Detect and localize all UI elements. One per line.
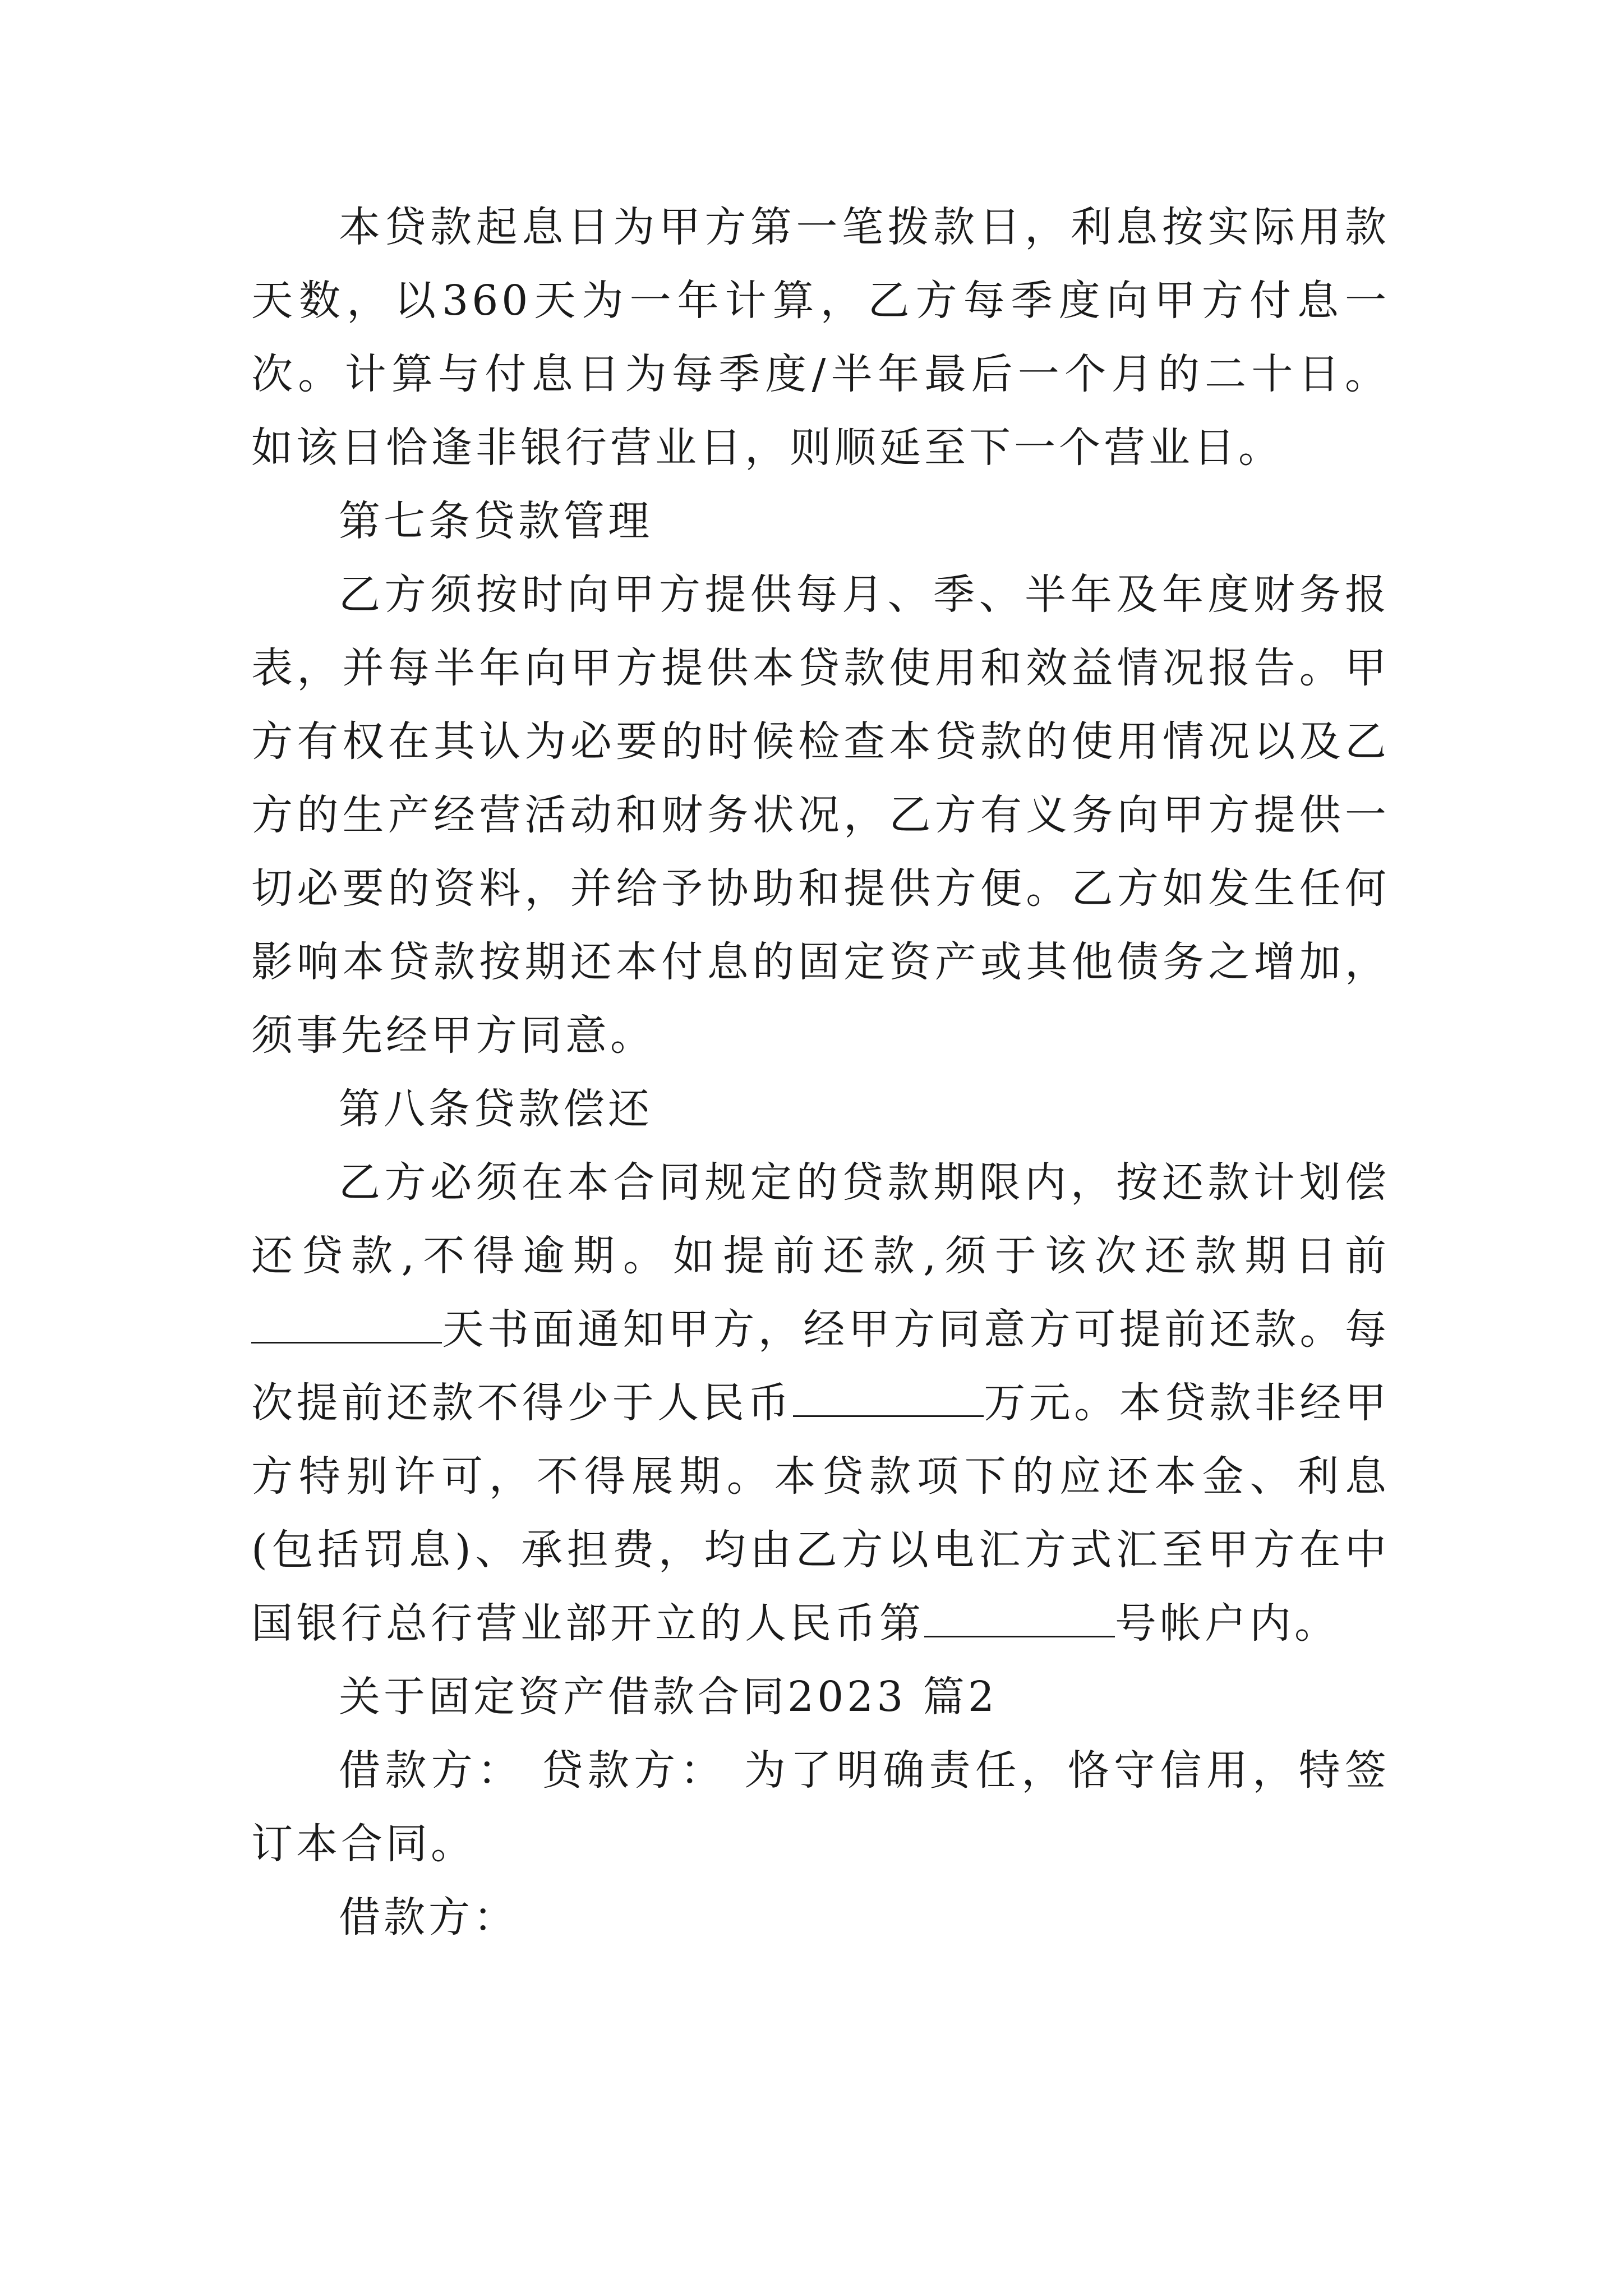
blank-account-field <box>924 1601 1115 1637</box>
paragraph-borrower <box>251 1881 1390 1954</box>
blank-days-field <box>251 1307 442 1343</box>
paragraph-text: 乙方须按时向甲方提供每月、季、半年及年度财务报表，并每半年向甲方提供本贷款使用和效益情况报告。甲方有权在其认为必要的时候检查本贷款的使用情况以及乙方的生产经营活动和财务状况，乙方有义务向甲方提供一切必要的资料，并给予协助和提供方便。乙方如发生任何影响本贷款按期还本付息的固定资产或其他债务之增加，须事先经甲方同意。 <box>251 570 1390 1060</box>
heading-text: 第八条贷款偿还 <box>339 1085 653 1133</box>
paragraph-loan-management <box>251 558 1390 1073</box>
heading-text: 第七条贷款管理 <box>339 497 653 545</box>
heading-text: 关于固定资产借款合同2023 篇2 <box>339 1673 998 1721</box>
paragraph-text: 乙方必须在本合同规定的贷款期限内，按还款计划偿还贷款,不得逾期。如提前还款,须于该次还款期日前 <box>251 1158 1390 1280</box>
paragraph-text: 天书面通知甲方，经甲方同意方可提前还款。每次提前还款不得少于人民币 <box>251 1305 1390 1427</box>
blank-amount-field <box>793 1381 984 1417</box>
heading-article-8 <box>251 1073 1390 1146</box>
paragraph-text: 号帐户内。 <box>1115 1599 1339 1648</box>
heading-contract-2 <box>251 1660 1390 1734</box>
paragraph-text: 借款方： 贷款方： 为了明确责任，恪守信用，特签订本合同。 <box>251 1746 1390 1868</box>
paragraph-text: 借款方： <box>339 1893 518 1941</box>
paragraph-repayment <box>251 1146 1390 1660</box>
paragraph-interest <box>251 191 1390 485</box>
heading-article-7 <box>251 485 1390 558</box>
paragraph-text: 万元。本贷款非经甲方特别许可，不得展期。本贷款项下的应还本金、利息(包括罚息)、承担费，均由乙方以电汇方式汇至甲方在中国银行总行营业部开立的人民币第 <box>251 1379 1390 1648</box>
document-body <box>251 191 1390 1954</box>
paragraph-text: 本贷款起息日为甲方第一笔拨款日，利息按实际用款天数，以360天为一年计算，乙方每季度向甲方付息一次。计算与付息日为每季度/半年最后一个月的二十日。如该日恰逢非银行营业日，则顺延至下一个营业日。 <box>251 203 1390 472</box>
paragraph-parties <box>251 1734 1390 1881</box>
